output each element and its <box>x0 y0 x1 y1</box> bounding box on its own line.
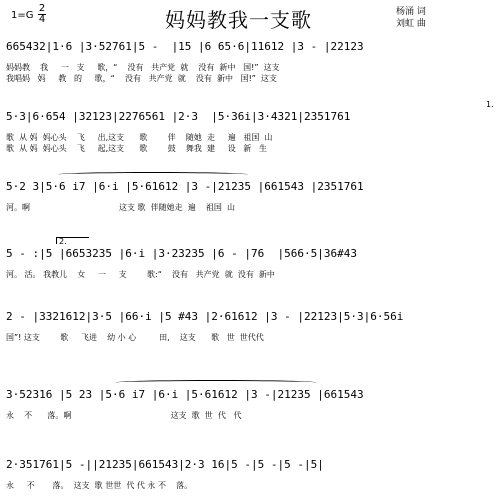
notation-line: 2·351761|5 -||21235|661543|2·3 16|5 -|5 -|5 -|5| <box>6 458 324 471</box>
notation-line: 5 - :|5 |6653235 |6·i |3·23235 |6 - |76 |566·5|36#43 <box>6 247 357 260</box>
slur <box>58 172 248 177</box>
lyric-line-1: 妈妈教 我 一 支 歌，“ 没有 共产党 就 没有 新中 国!” 这支 <box>6 63 280 72</box>
time-signature <box>38 4 46 25</box>
lyric-line-2: 我唱妈 妈 教 的 歌，“ 没有 共产党 就 没有 新中 国!” 这支 <box>6 74 278 83</box>
lyric-line-1: 河。 活。 我教儿 女 一 支 歌:“ 没有 共产党 就 没有 新中 <box>6 270 275 279</box>
key-signature: 1=G <box>11 10 34 21</box>
lyric-line-2: 歌 从 妈 妈心头 飞 起,这支 歌 鼓 舞我 建 设 新 生 <box>6 144 267 153</box>
notation-line: 3·52316 |5 23 |5·6 i7 |6·i |5·61612 |3 -|21235 |661543 <box>6 388 364 401</box>
notation-line: 5·3|6·654 |32123|2276561 |2·3 |5·36i|3·4321|2351761 <box>6 110 351 123</box>
lyric-line-1: 永 不 落。 这支 歌 世世 代 代 永 不 落。 <box>6 481 193 490</box>
second-ending-bracket: 2. <box>56 237 89 244</box>
lyric-line-1: 永 不 落。啊 这支 歌 世 代 代 <box>6 411 242 420</box>
notation-line: 665432|1·6 |3·52761|5 - |15 |6 65·6|11612 |3 - |22123 <box>6 40 364 53</box>
song-title: 妈妈教我一支歌 <box>165 8 312 32</box>
first-ending-mark: 1. <box>486 100 494 109</box>
lyric-line-1: 歌 从 妈 妈心头 飞 出,这支 歌 伴 随她 走 遍 祖国 山 <box>6 133 273 142</box>
lyricist-credit: 杨涌 词 <box>396 7 426 17</box>
notation-line: 2 - |3321612|3·5 |66·i |5 #43 |2·61612 |3 - |22123|5·3|6·56i <box>6 310 404 323</box>
lyric-line-1: 河。啊 这支 歌 伴随她走 遍 祖国 山 <box>6 203 235 212</box>
slur <box>116 380 316 385</box>
notation-line: 5·2 3|5·6 i7 |6·i |5·61612 |3 -|21235 |661543 |2351761 <box>6 180 364 193</box>
composer-credit: 刘虹 曲 <box>396 19 426 29</box>
time-top: 2 <box>38 3 46 14</box>
lyric-line-1: 国”! 这支 歌 飞进 幼 小 心 田, 这支 歌 世 世代代 <box>6 333 264 342</box>
time-bottom: 4 <box>38 14 46 25</box>
